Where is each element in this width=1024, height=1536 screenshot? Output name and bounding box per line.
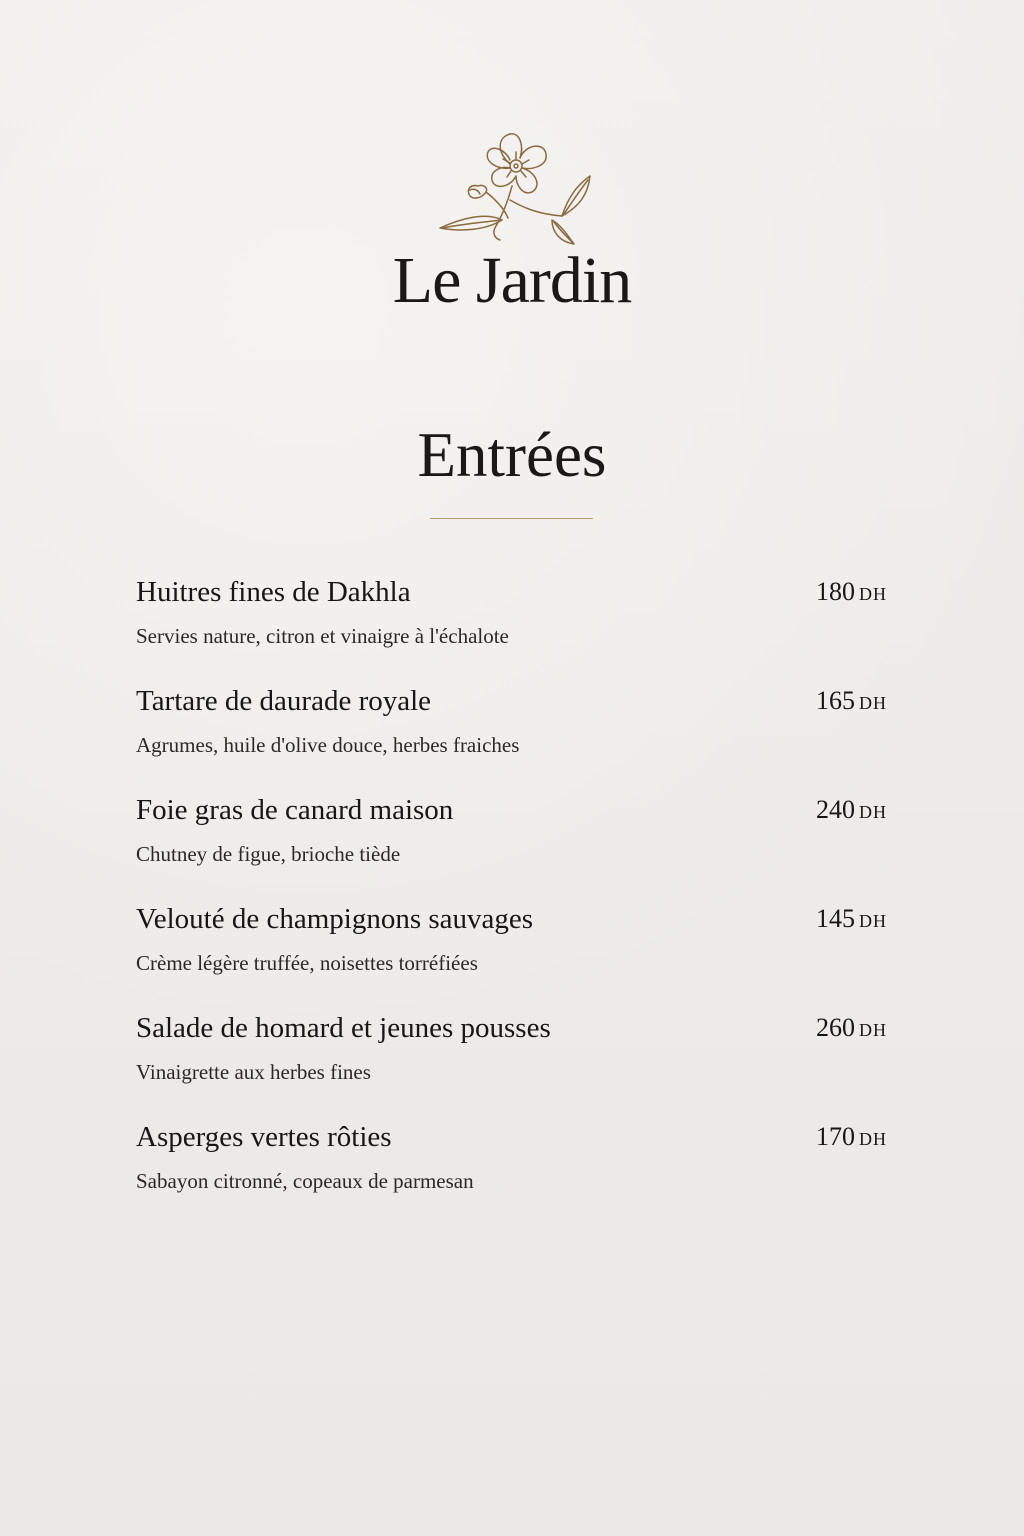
dish-name: Asperges vertes rôties: [136, 1121, 392, 1153]
price-currency: DH: [859, 693, 887, 713]
price-currency: DH: [859, 584, 887, 604]
dish-name: Salade de homard et jeunes pousses: [136, 1012, 551, 1044]
dish-price: [816, 1010, 887, 1048]
dish-price: [816, 901, 887, 939]
dish-description: Sabayon citronné, copeaux de parmesan: [136, 1169, 474, 1193]
logo: [0, 126, 1024, 248]
dish-description: Agrumes, huile d'olive douce, herbes fraiches: [136, 733, 520, 757]
menu-item: [136, 683, 887, 792]
brand-name: Le Jardin: [392, 244, 632, 317]
dish-price: [816, 574, 887, 612]
price-value: 170: [816, 1122, 855, 1151]
menu-item: [136, 792, 887, 901]
title-divider: [430, 518, 593, 519]
dish-name: Foie gras de canard maison: [136, 794, 454, 826]
menu-item: [136, 901, 887, 1010]
menu-item: [136, 1010, 887, 1119]
menu-list: [136, 574, 887, 1228]
dish-name: Tartare de daurade royale: [136, 685, 432, 717]
section-title: Entrées: [417, 420, 607, 490]
flower-sprig-icon: [412, 126, 612, 248]
dish-price: [816, 792, 887, 830]
menu-item: [136, 574, 887, 683]
dish-name: Velouté de champignons sauvages: [136, 903, 534, 935]
price-value: 180: [816, 577, 855, 606]
price-value: 260: [816, 1013, 855, 1042]
dish-description: Vinaigrette aux herbes fines: [136, 1060, 371, 1084]
price-currency: DH: [859, 802, 887, 822]
price-value: 145: [816, 904, 855, 933]
dish-description: Chutney de figue, brioche tiède: [136, 842, 401, 866]
price-currency: DH: [859, 911, 887, 931]
dish-description: Crème légère truffée, noisettes torréfiées: [136, 951, 478, 975]
menu-item: [136, 1119, 887, 1228]
price-value: 240: [816, 795, 855, 824]
price-value: 165: [816, 686, 855, 715]
dish-price: [816, 1119, 887, 1157]
price-currency: DH: [859, 1020, 887, 1040]
price-currency: DH: [859, 1129, 887, 1149]
dish-description: Servies nature, citron et vinaigre à l'échalote: [136, 624, 509, 648]
dish-name: Huitres fines de Dakhla: [136, 576, 411, 608]
dish-price: [816, 683, 887, 721]
